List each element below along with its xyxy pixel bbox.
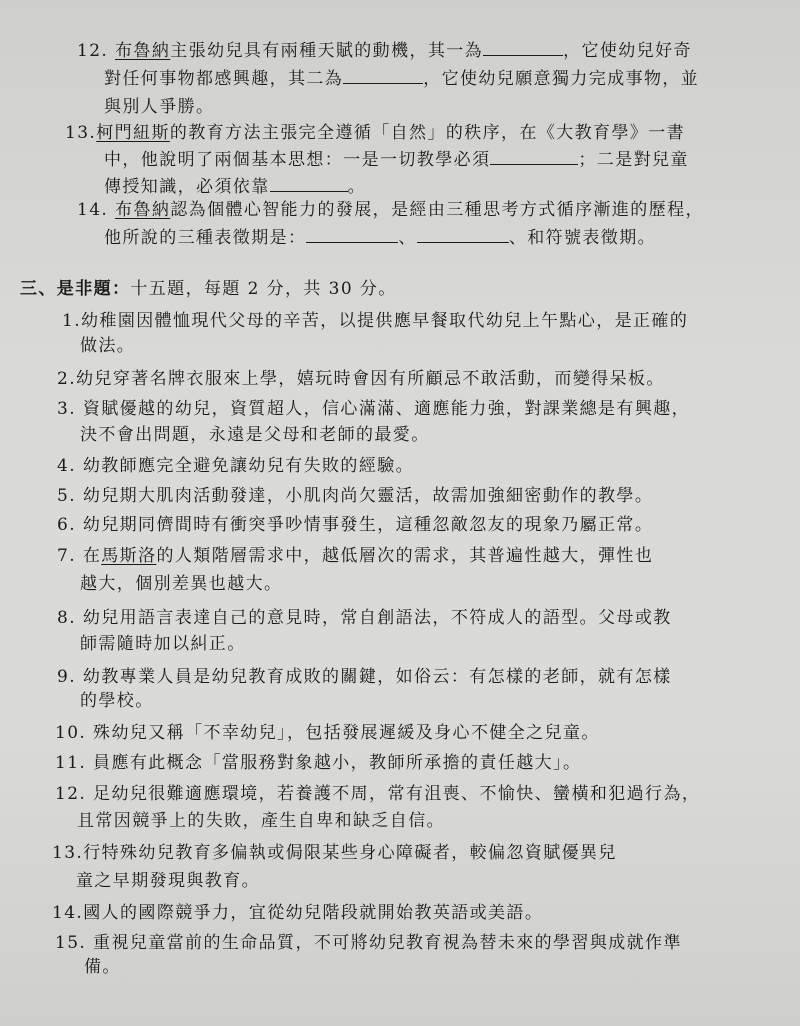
question-number: 13. bbox=[65, 123, 97, 143]
fill-q13-line1 bbox=[65, 122, 685, 144]
question-text: 對任何事物都感興趣，其二為 bbox=[104, 69, 344, 89]
question-number: 12. bbox=[77, 41, 109, 61]
tf-q12-line1: 12. 足幼兒很難適應環境，若養護不周，常有沮喪、不愉快、蠻橫和犯過行為， bbox=[55, 784, 701, 804]
underlined-name: 馬斯洛 bbox=[101, 546, 157, 566]
answer-blank[interactable] bbox=[270, 177, 348, 192]
tf-q6-line1: 6. 幼兒期同儕間時有衝突爭吵情事發生，這種忽敵忽友的現象乃屬正常。 bbox=[57, 515, 654, 535]
underlined-name: 柯門紐斯 bbox=[96, 123, 170, 143]
tf-q8-line1: 8. 幼兒用語言表達自己的意見時，常自創語法，不符成人的語型。父母或教 bbox=[57, 608, 672, 628]
fill-q12-line1 bbox=[77, 40, 692, 62]
answer-blank[interactable] bbox=[343, 69, 423, 84]
tf-q5-line1: 5. 幼兒期大肌肉活動發達，小肌肉尚欠靈活，故需加強細密動作的教學。 bbox=[57, 486, 654, 506]
question-text: 、和符號表徵期。 bbox=[508, 228, 657, 248]
tf-q1-line2: 做法。 bbox=[80, 336, 136, 356]
tf-q1-line1: 1.幼稚園因體恤現代父母的辛苦，以提供應早餐取代幼兒上午點心，是正確的 bbox=[62, 311, 689, 331]
tf-q8-line2: 師需隨時加以糾正。 bbox=[80, 634, 246, 654]
fill-q13-line2 bbox=[104, 149, 689, 171]
tf-q15-line1: 15. 重視兒童當前的生命品質，不可將幼兒教育視為替未來的學習與成就作準 bbox=[55, 933, 682, 953]
tf-q3-line1: 3. 資賦優越的幼兒，資質超人，信心滿滿、適應能力強，對課業總是有興趣， bbox=[57, 399, 691, 419]
underlined-name: 布魯納 bbox=[115, 41, 171, 61]
tf-q7-line1 bbox=[57, 545, 653, 567]
tf-q7-line2: 越大，個別差異也越大。 bbox=[80, 574, 283, 594]
question-text: 傳授知識，必須依靠 bbox=[104, 177, 270, 197]
fill-q14-line1 bbox=[77, 199, 704, 221]
question-text: 的教育方法主張完全遵循「自然」的秩序，在《大教育學》一書 bbox=[169, 123, 686, 143]
question-text: 他所說的三種表徵期是： bbox=[104, 228, 307, 248]
tf-q9-line1: 9. 幼教專業人員是幼兒教育成敗的關鍵，如俗云：有怎樣的老師，就有怎樣 bbox=[57, 667, 672, 687]
fill-q14-line2 bbox=[104, 227, 656, 249]
question-number: 14. bbox=[77, 200, 109, 220]
tf-q15-line2: 備。 bbox=[84, 957, 121, 977]
answer-blank[interactable] bbox=[306, 228, 398, 243]
fill-q12-line2 bbox=[104, 68, 699, 90]
question-text: 7. 在 bbox=[57, 546, 102, 566]
question-text: ，它使幼兒好奇 bbox=[563, 41, 692, 61]
tf-q10-line1: 10. 殊幼兒又稱「不幸幼兒」，包括發展遲緩及身心不健全之兒童。 bbox=[55, 723, 600, 743]
question-text: 。 bbox=[347, 177, 367, 197]
question-text: 中，他說明了兩個基本思想：一是一切教學必須 bbox=[104, 150, 491, 170]
question-text: 、 bbox=[398, 228, 417, 248]
tf-q3-line2: 決不會出問題，永遠是父母和老師的最愛。 bbox=[80, 425, 430, 445]
question-text: ；二是對兒童 bbox=[578, 150, 689, 170]
question-text: 的人類階層需求中，越低層次的需求，其普遍性越大，彈性也 bbox=[156, 546, 654, 566]
tf-q4-line1: 4. 幼教師應完全避免讓幼兒有失敗的經驗。 bbox=[57, 456, 415, 476]
answer-blank[interactable] bbox=[490, 150, 578, 165]
fill-q12-line3: 與別人爭勝。 bbox=[104, 97, 215, 117]
answer-blank[interactable] bbox=[483, 41, 563, 56]
underlined-name: 布魯納 bbox=[115, 200, 171, 220]
question-text: ，它使幼兒願意獨力完成事物，並 bbox=[423, 69, 700, 89]
tf-q13-line2: 童之早期發現與教育。 bbox=[76, 871, 260, 891]
tf-q14-line1: 14.國人的國際競爭力，宜從幼兒階段就開始教英語或美語。 bbox=[52, 903, 544, 923]
tf-q9-line2: 的學校。 bbox=[80, 691, 154, 711]
tf-q2-line1: 2.幼兒穿著名牌衣服來上學，嬉玩時會因有所顧忌不敢活動，而變得呆板。 bbox=[57, 369, 665, 389]
tf-q11-line1: 11. 員應有此概念「當服務對象越小，教師所承擔的責任越大」。 bbox=[55, 753, 582, 773]
tf-q13-line1: 13.行特殊幼兒教育多偏執或侷限某些身心障礙者，較偏忽資賦優異兒 bbox=[52, 843, 617, 863]
answer-blank[interactable] bbox=[417, 228, 509, 243]
tf-q12-line2: 且常因競爭上的失敗，產生自卑和缺乏自信。 bbox=[77, 811, 445, 831]
section-detail: 十五題，每題 2 分，共 30 分。 bbox=[130, 279, 397, 299]
question-text: 主張幼兒具有兩種天賦的動機，其一為 bbox=[170, 41, 484, 61]
section-heading bbox=[20, 278, 397, 300]
section-title: 三、是非題： bbox=[20, 279, 131, 299]
question-text: 認為個體心智能力的發展，是經由三種思考方式循序漸進的歷程， bbox=[170, 200, 704, 220]
fill-q13-line3 bbox=[104, 176, 366, 198]
